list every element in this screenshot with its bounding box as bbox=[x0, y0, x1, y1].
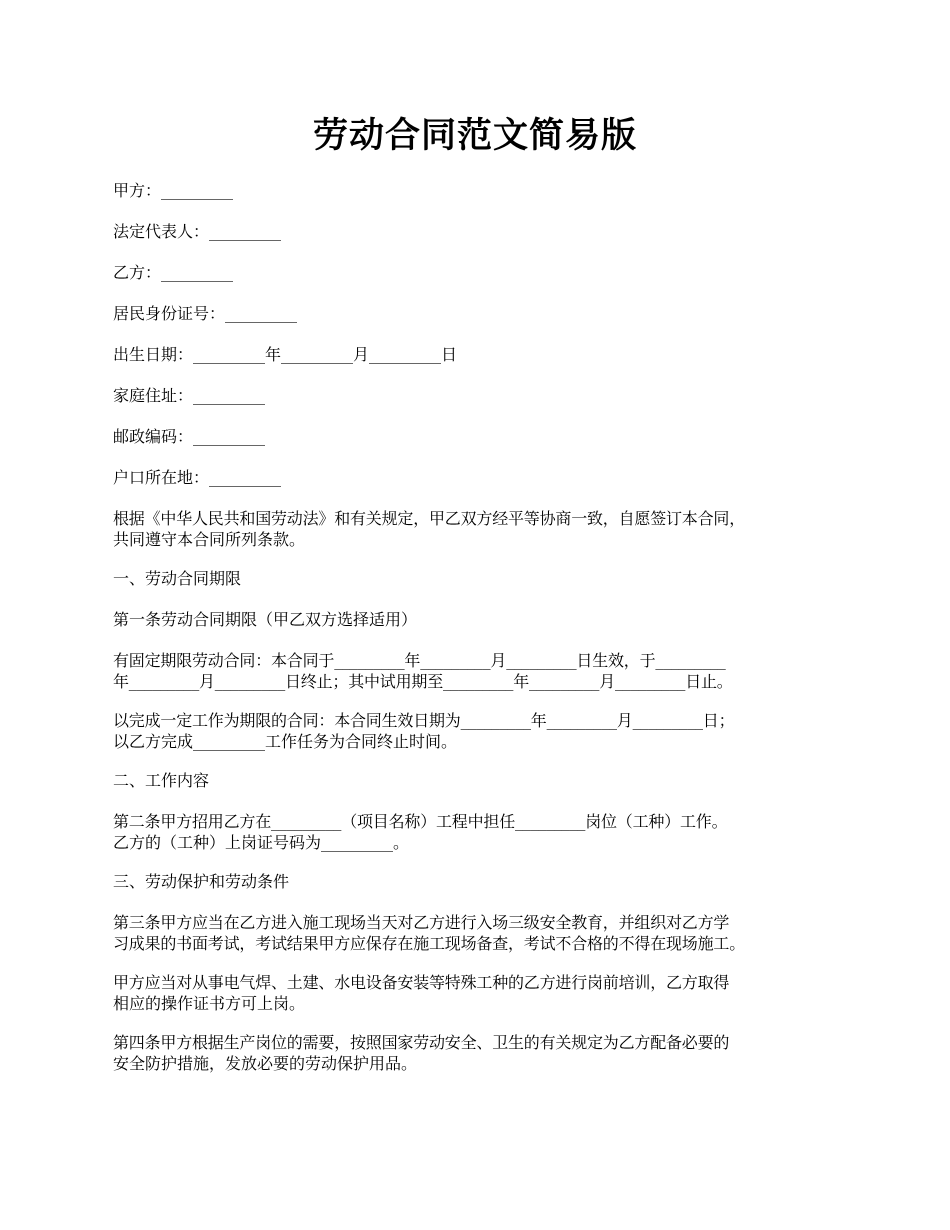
home-address-field: 家庭住址：_________ bbox=[113, 386, 266, 405]
legal-representative-field: 法定代表人：_________ bbox=[113, 222, 282, 241]
article-4-paragraph bbox=[113, 1032, 848, 1074]
intro-paragraph bbox=[113, 508, 848, 550]
document-title: 劳动合同范文简易版 bbox=[312, 115, 637, 156]
task-term-line: 以完成一定工作为期限的合同：本合同生效日期为_________年_________月_________日； bbox=[113, 711, 735, 730]
section-2-heading: 二、工作内容 bbox=[113, 771, 210, 790]
party-b-field: 乙方：_________ bbox=[113, 263, 234, 282]
article-2-line: 第二条甲方招用乙方在_________（项目名称）工程中担任_________岗位（工种）工作。 bbox=[113, 812, 728, 831]
intro-line: 根据《中华人民共和国劳动法》和有关规定，甲乙双方经平等协商一致，自愿签订本合同， bbox=[113, 509, 746, 528]
article-3-paragraph bbox=[113, 912, 848, 954]
article-2-line: 乙方的（工种）上岗证号码为_________。 bbox=[113, 833, 410, 852]
id-number-field: 居民身份证号：_________ bbox=[113, 304, 298, 323]
article-1-title: 第一条劳动合同期限（甲乙双方选择适用） bbox=[113, 610, 418, 629]
party-a-field: 甲方：_________ bbox=[113, 181, 234, 200]
special-training-paragraph bbox=[113, 972, 848, 1014]
intro-line: 共同遵守本合同所列条款。 bbox=[113, 530, 306, 549]
article-3-line: 习成果的书面考试，考试结果甲方应保存在施工现场备查，考试不合格的不得在现场施工。 bbox=[113, 934, 746, 953]
document-body bbox=[113, 180, 848, 1092]
birth-date-field: 出生日期：_________年_________月_________日 bbox=[113, 345, 458, 364]
task-term-line: 以乙方完成_________工作任务为合同终止时间。 bbox=[113, 732, 458, 751]
special-training-line: 甲方应当对从事电气焊、土建、水电设备安装等特殊工种的乙方进行岗前培训，乙方取得 bbox=[113, 973, 730, 992]
article-4-line: 安全防护措施，发放必要的劳动保护用品。 bbox=[113, 1054, 418, 1073]
article-4-line: 第四条甲方根据生产岗位的需要，按照国家劳动安全、卫生的有关规定为乙方配备必要的 bbox=[113, 1033, 730, 1052]
section-3-heading: 三、劳动保护和劳动条件 bbox=[113, 872, 290, 891]
fixed-term-line: 有固定期限劳动合同：本合同于_________年_________月_________日生效，于_________ bbox=[113, 651, 726, 670]
special-training-line: 相应的操作证书方可上岗。 bbox=[113, 994, 306, 1013]
section-1-heading: 一、劳动合同期限 bbox=[113, 569, 242, 588]
article-3-line: 第三条甲方应当在乙方进入施工现场当天对乙方进行入场三级安全教育，并组织对乙方学 bbox=[113, 913, 730, 932]
household-registration-field: 户口所在地：_________ bbox=[113, 468, 282, 487]
postal-code-field: 邮政编码：_________ bbox=[113, 427, 266, 446]
fixed-term-paragraph bbox=[113, 650, 848, 692]
task-term-paragraph bbox=[113, 710, 848, 752]
fixed-term-line: 年_________月_________日终止；其中试用期至_________年_________月_________日止。 bbox=[113, 672, 733, 691]
article-2-paragraph bbox=[113, 811, 848, 853]
